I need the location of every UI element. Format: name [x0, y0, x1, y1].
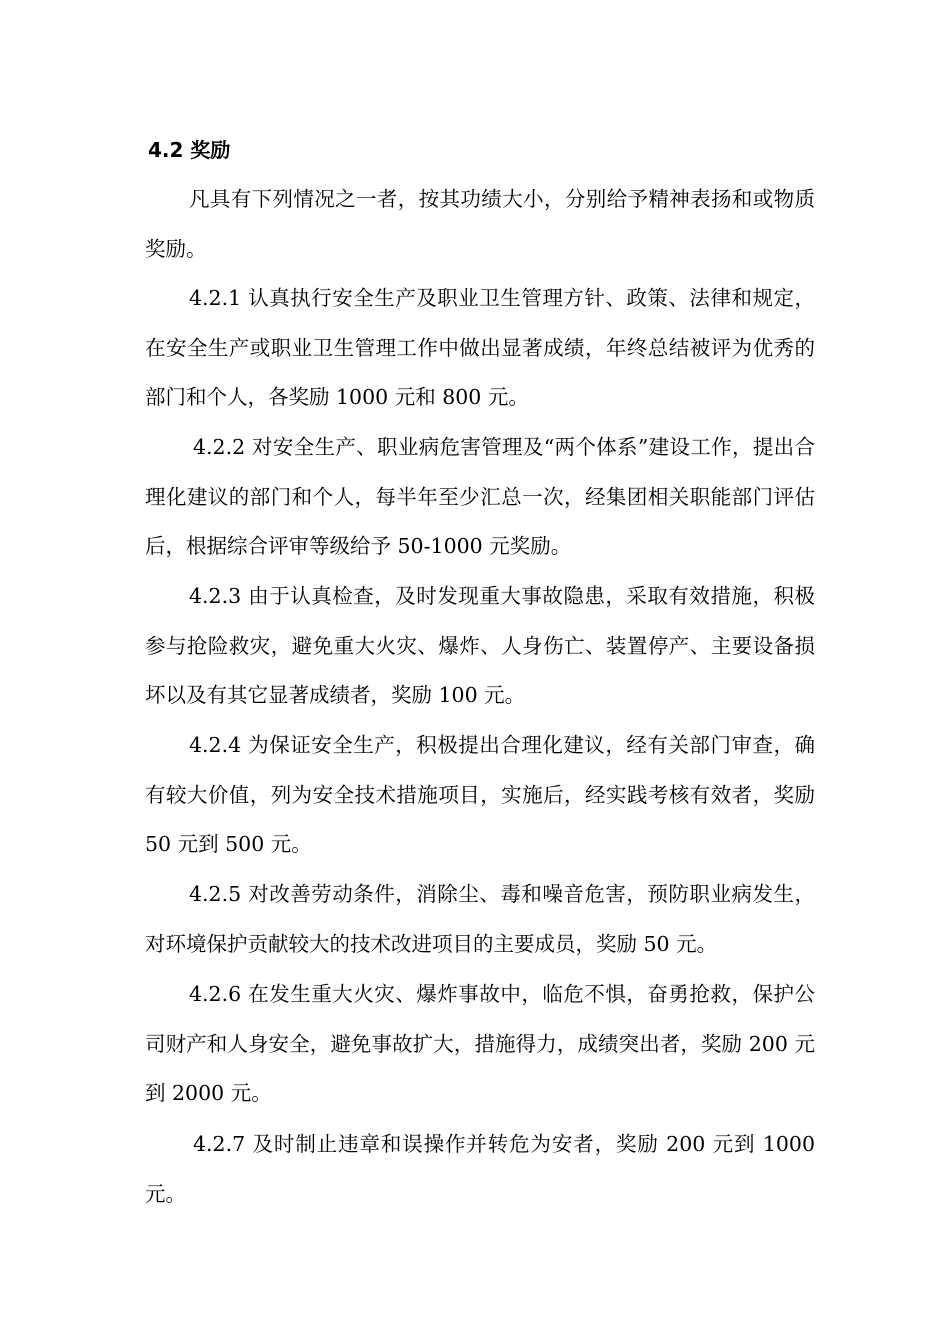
clause-4-2-6: 4.2.6 在发生重大火灾、爆炸事故中，临危不惧，奋勇抢救，保护公司财产和人身安全，避免事故扩大，措施得力，成绩突出者，奖励 200 元到 2000 元。 [145, 982, 815, 1105]
clause-4-2-2: 4.2.2 对安全生产、职业病危害管理及“两个体系”建设工作，提出合理化建议的部门和个人，每半年至少汇总一次，经集团相关职能部门评估后，根据综合评审等级给予 50-1000 元奖励。 [145, 435, 815, 558]
clause-4-2-7: 4.2.7 及时制止违章和误操作并转危为安者，奖励 200 元到 1000 元。 [145, 1132, 815, 1206]
clause-4-2-1: 4.2.1 认真执行安全生产及职业卫生管理方针、政策、法律和规定，在安全生产或职业卫生管理工作中做出显著成绩，年终总结被评为优秀的部门和个人，各奖励 1000 元和 800 元。 [145, 286, 815, 409]
clause-4-2-4: 4.2.4 为保证安全生产，积极提出合理化建议，经有关部门审查，确有较大价值，列为安全技术措施项目，实施后，经实践考核有效者，奖励 50 元到 500 元。 [145, 733, 815, 856]
clause-4-2-3: 4.2.3 由于认真检查，及时发现重大事故隐患，采取有效措施，积极参与抢险救灾，避免重大火灾、爆炸、人身伤亡、装置停产、主要设备损坏以及有其它显著成绩者，奖励 100 元。 [145, 584, 815, 707]
clause-4-2-5: 4.2.5 对改善劳动条件，消除尘、毒和噪音危害，预防职业病发生，对环境保护贡献较大的技术改进项目的主要成员，奖励 50 元。 [145, 882, 815, 956]
intro-paragraph: 凡具有下列情况之一者，按其功绩大小，分别给予精神表扬和或物质奖励。 [145, 187, 815, 261]
section-heading: 4.2 奖励 [148, 138, 231, 162]
